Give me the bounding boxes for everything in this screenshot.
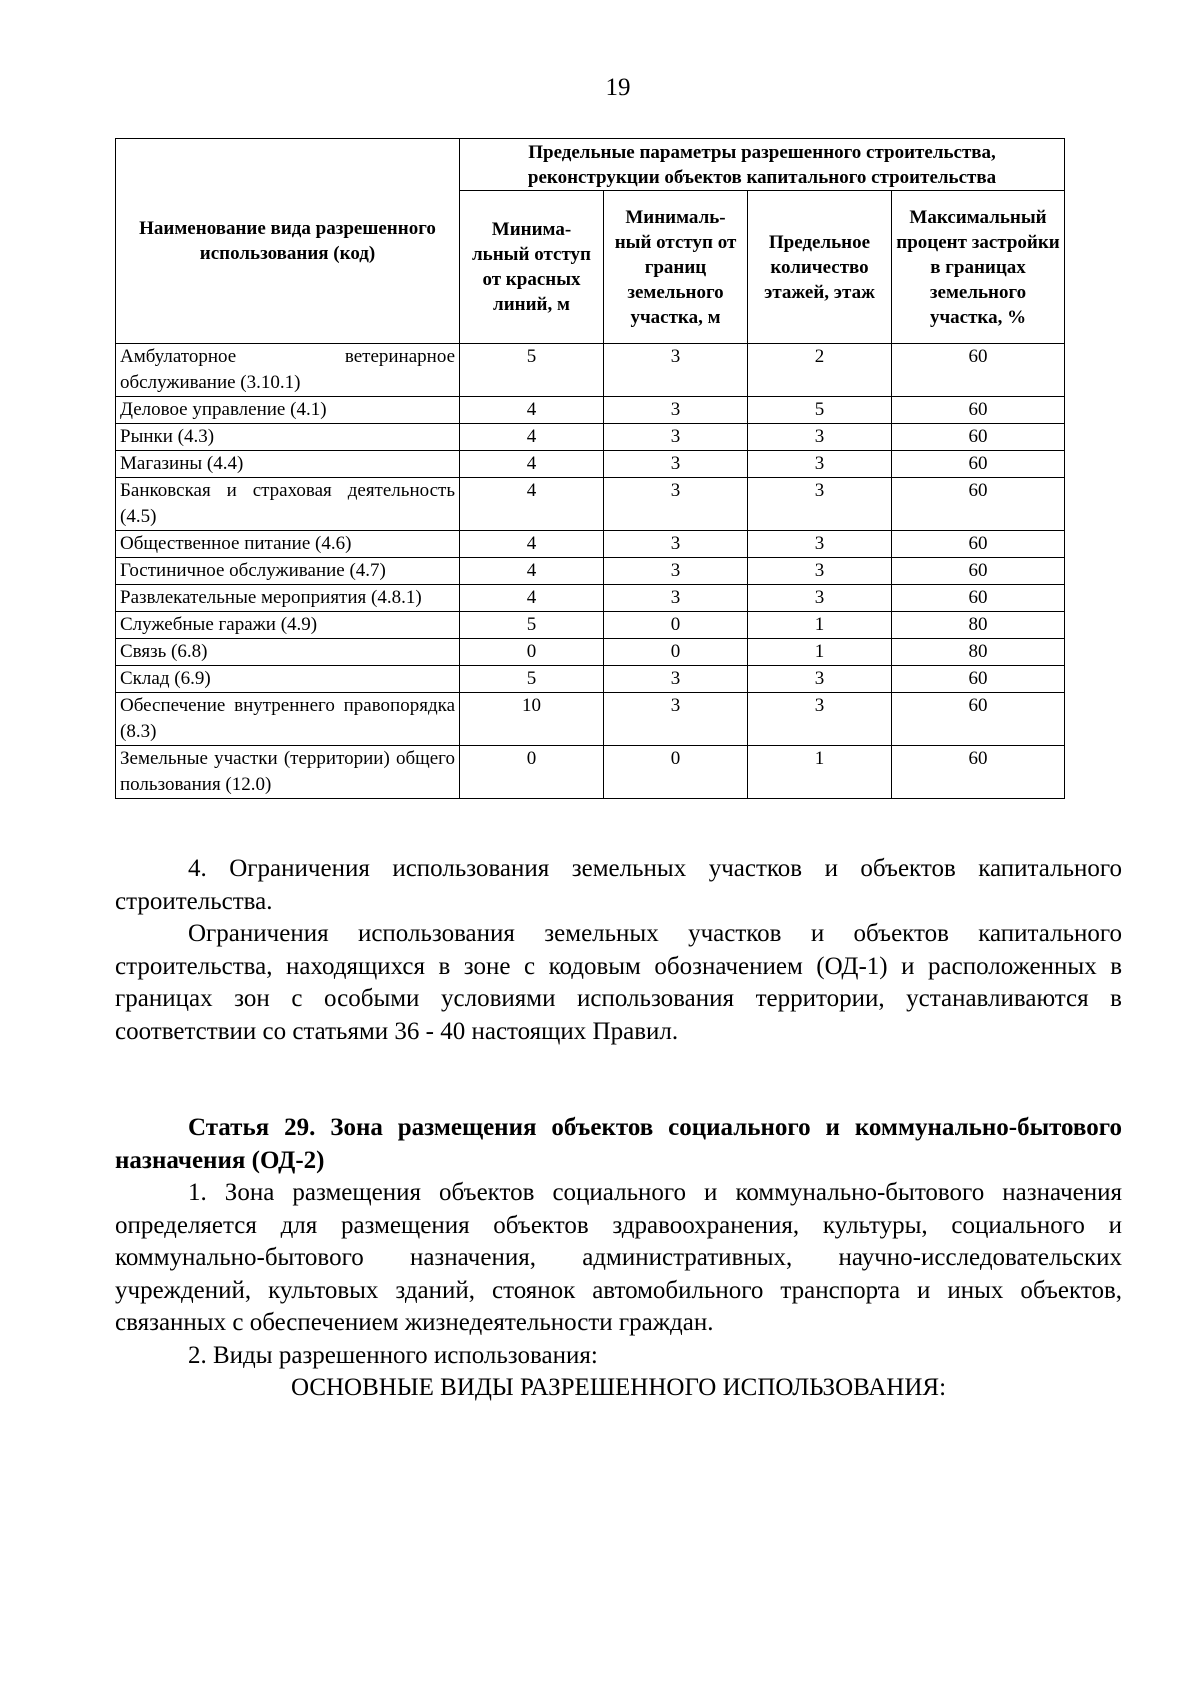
header-max-built-percent: Максимальный процент застройки в границах земельного участка, % [892,191,1065,344]
header-min-setback-red-lines: Минима-льный отступ от красных линий, м [460,191,604,344]
built-percent-cell: 60 [892,478,1065,531]
table-row [116,424,1065,451]
floors-cell: 3 [748,585,892,612]
name-cell: Амбулаторное ветеринарное обслуживание (3.10.1) [116,344,460,397]
built-percent-cell: 60 [892,746,1065,799]
table-row [116,693,1065,746]
min-setback-plot-cell: 3 [604,558,748,585]
name-cell: Магазины (4.4) [116,451,460,478]
name-cell: Деловое управление (4.1) [116,397,460,424]
built-percent-cell: 60 [892,397,1065,424]
floors-cell: 5 [748,397,892,424]
floors-cell: 1 [748,612,892,639]
name-cell: Земельные участки (территории) общего пользования (12.0) [116,746,460,799]
min-setback-plot-cell: 0 [604,639,748,666]
table-row [116,397,1065,424]
name-cell: Банковская и страховая деятельность (4.5) [116,478,460,531]
min-setback-red-lines-cell: 10 [460,693,604,746]
table-row [116,746,1065,799]
built-percent-cell: 60 [892,424,1065,451]
table-row [116,666,1065,693]
name-cell: Гостиничное обслуживание (4.7) [116,558,460,585]
section-4 [115,853,1122,1048]
min-setback-plot-cell: 3 [604,531,748,558]
min-setback-plot-cell: 3 [604,344,748,397]
floors-cell: 2 [748,344,892,397]
table-row [116,344,1065,397]
built-percent-cell: 60 [892,558,1065,585]
min-setback-red-lines-cell: 4 [460,585,604,612]
min-setback-plot-cell: 3 [604,424,748,451]
built-percent-cell: 60 [892,666,1065,693]
min-setback-plot-cell: 3 [604,451,748,478]
min-setback-plot-cell: 0 [604,612,748,639]
table-row [116,531,1065,558]
name-cell: Склад (6.9) [116,666,460,693]
main-types-heading: ОСНОВНЫЕ ВИДЫ РАЗРЕШЕННОГО ИСПОЛЬЗОВАНИЯ: [290,1374,947,1401]
min-setback-plot-cell: 3 [604,478,748,531]
built-percent-cell: 60 [892,585,1065,612]
name-cell: Рынки (4.3) [116,424,460,451]
built-percent-cell: 60 [892,531,1065,558]
min-setback-plot-cell: 3 [604,397,748,424]
table-row [116,558,1065,585]
table-row [116,451,1065,478]
built-percent-cell: 60 [892,344,1065,397]
floors-cell: 3 [748,531,892,558]
paragraph-2: 2. Виды разрешенного использования: [188,1341,598,1369]
name-cell: Служебные гаражи (4.9) [116,612,460,639]
paragraph-4-detail: Ограничения использования земельных участков и объектов капитального строительства, находящихся в зоне с кодовым обозначением (ОД-1) и расположенных в границах зон с особыми условиями использования территории, устанавливаются в соответствии со статьями 36 - 40 настоящих Правил. [115,920,1122,1045]
min-setback-red-lines-cell: 0 [460,639,604,666]
paragraph-4-heading: 4. Ограничения использования земельных участков и объектов капитального строительства. [115,855,1122,915]
table-row [116,612,1065,639]
header-max-floors: Предельное количество этажей, этаж [748,191,892,344]
min-setback-red-lines-cell: 5 [460,666,604,693]
min-setback-red-lines-cell: 5 [460,344,604,397]
min-setback-red-lines-cell: 4 [460,397,604,424]
floors-cell: 3 [748,451,892,478]
table-row [116,639,1065,666]
floors-cell: 3 [748,666,892,693]
min-setback-plot-cell: 3 [604,693,748,746]
table-row [116,585,1065,612]
built-percent-cell: 60 [892,451,1065,478]
name-cell: Связь (6.8) [116,639,460,666]
min-setback-red-lines-cell: 4 [460,478,604,531]
article-29 [115,1112,1122,1405]
article-heading: Статья 29. Зона размещения объектов социального и коммунально-бытового назначения (ОД-2) [115,1114,1122,1174]
floors-cell: 3 [748,424,892,451]
floors-cell: 3 [748,558,892,585]
parameters-table [115,138,1065,799]
header-min-setback-plot-borders: Минималь-ный отступ от границ земельного участка, м [604,191,748,344]
page-number: 19 [605,74,631,101]
min-setback-plot-cell: 3 [604,585,748,612]
floors-cell: 1 [748,639,892,666]
min-setback-red-lines-cell: 4 [460,558,604,585]
header-limit-parameters: Предельные параметры разрешенного строительства, реконструкции объектов капитального строительства [460,139,1065,191]
min-setback-plot-cell: 3 [604,666,748,693]
min-setback-red-lines-cell: 5 [460,612,604,639]
min-setback-plot-cell: 0 [604,746,748,799]
built-percent-cell: 60 [892,693,1065,746]
min-setback-red-lines-cell: 4 [460,451,604,478]
floors-cell: 3 [748,693,892,746]
min-setback-red-lines-cell: 0 [460,746,604,799]
header-permitted-use: Наименование вида разрешенного использования (код) [116,139,460,344]
min-setback-red-lines-cell: 4 [460,424,604,451]
min-setback-red-lines-cell: 4 [460,531,604,558]
table-row [116,478,1065,531]
name-cell: Развлекательные мероприятия (4.8.1) [116,585,460,612]
name-cell: Обеспечение внутреннего правопорядка (8.3) [116,693,460,746]
floors-cell: 3 [748,478,892,531]
name-cell: Общественное питание (4.6) [116,531,460,558]
built-percent-cell: 80 [892,639,1065,666]
paragraph-1: 1. Зона размещения объектов социального и коммунально-бытового назначения определяется для размещения объектов здравоохранения, культуры, социального и коммунально-бытового назначения, административных, научно-исследовательских учреждений, культовых зданий, стоянок автомобильного транспорта и иных объектов, связанных с обеспечением жизнедеятельности граждан. [115,1179,1122,1336]
floors-cell: 1 [748,746,892,799]
built-percent-cell: 80 [892,612,1065,639]
